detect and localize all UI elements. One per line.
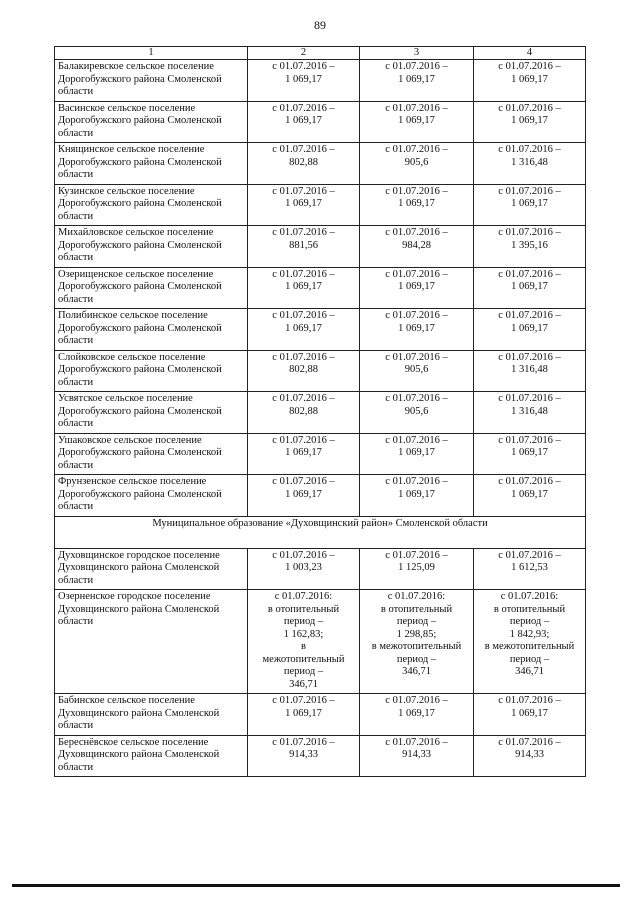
tariff-line: с 01.07.2016 – <box>385 268 448 280</box>
tariff-line: с 01.07.2016 – <box>498 351 561 363</box>
tariff-line: с 01.07.2016 – <box>272 102 335 114</box>
tariff-cell-c3 <box>360 226 474 268</box>
tariff-cell-c3 <box>360 475 474 517</box>
tariff-line: с 01.07.2016 – <box>498 695 561 706</box>
tariff-cell-c3 <box>360 267 474 309</box>
tariff-cell-c4 <box>474 392 586 434</box>
table-row <box>55 60 586 102</box>
tariff-cell-c4 <box>474 350 586 392</box>
tariff-line: 1 069,17 <box>511 707 548 719</box>
tariff-cell-c4 <box>474 267 586 309</box>
tariff-cell-c4 <box>474 143 586 185</box>
tariff-line: 802,88 <box>289 156 318 168</box>
tariff-line: с 01.07.2016 – <box>498 434 561 446</box>
tariff-line: с 01.07.2016 – <box>498 185 561 197</box>
tariff-line: в межотопительный <box>371 641 462 652</box>
tariff-line: 1 316,48 <box>511 405 548 417</box>
tariff-cell-c4 <box>474 433 586 475</box>
tariff-cell-c4 <box>474 694 586 736</box>
tariff-line: 1 069,17 <box>285 322 322 334</box>
tariff-line: 1 069,17 <box>398 322 435 334</box>
tariff-line: с 01.07.2016 – <box>272 185 335 197</box>
settlement-name: Озерненское городское поселение Духовщинского района Смоленской области <box>55 590 248 694</box>
tariff-line: с 01.07.2016 – <box>498 549 561 561</box>
tariff-line: с 01.07.2016 – <box>272 476 335 487</box>
tariff-line: 1 069,17 <box>285 447 322 458</box>
tariff-cell-c4 <box>474 226 586 268</box>
table-row <box>55 735 586 777</box>
tariff-line: с 01.07.2016 – <box>498 476 561 487</box>
bottom-rule <box>12 884 620 887</box>
tariff-cell-c2 <box>248 309 360 351</box>
settlement-name: Фрунзенское сельское поселение Дорогобужского района Смоленской области <box>55 475 248 517</box>
tariff-cell-c2 <box>248 694 360 736</box>
tariff-cell-c2 <box>248 267 360 309</box>
tariff-cell-c4 <box>474 735 586 777</box>
column-header-1: 1 <box>55 47 248 60</box>
tariff-line: в отопительный <box>267 603 340 615</box>
tariff-line: 1 069,17 <box>398 198 435 209</box>
settlement-name: Слойковское сельское поселение Дорогобужского района Смоленской области <box>55 350 248 392</box>
tariff-line: с 01.07.2016 – <box>498 736 561 748</box>
tariff-line: 1 316,48 <box>511 156 548 168</box>
tariff-line: с 01.07.2016 – <box>385 102 448 114</box>
tariff-line: 346,71 <box>289 678 318 690</box>
tariff-line: 914,33 <box>515 749 544 760</box>
tariff-cell-c2 <box>248 226 360 268</box>
page-number: 89 <box>314 18 326 32</box>
tariff-line: 1 298,85; <box>396 628 437 640</box>
tariff-line: с 01.07.2016 – <box>385 144 448 155</box>
tariff-cell-c4 <box>474 60 586 102</box>
tariff-line: с 01.07.2016 – <box>498 310 561 321</box>
tariff-line: с 01.07.2016 – <box>272 434 335 446</box>
tariff-line: с 01.07.2016: <box>274 591 333 602</box>
tariff-cell-c2 <box>248 475 360 517</box>
tariff-line: с 01.07.2016 – <box>272 61 335 72</box>
tariff-line: 1 069,17 <box>285 488 322 500</box>
tariff-cell-c3 <box>360 309 474 351</box>
tariff-line: с 01.07.2016 – <box>385 695 448 706</box>
tariff-line: с 01.07.2016 – <box>498 61 561 72</box>
tariff-line: период – <box>509 616 550 627</box>
tariff-line: с 01.07.2016 – <box>272 736 335 748</box>
tariff-cell-c4 <box>474 184 586 226</box>
tariff-cell-c2 <box>248 735 360 777</box>
tariff-cell-c3 <box>360 101 474 143</box>
tariff-line: 1 395,16 <box>511 239 548 251</box>
table-row <box>55 184 586 226</box>
tariff-line: 802,88 <box>289 364 318 375</box>
section-header-body <box>55 516 586 548</box>
tariff-cell-c4 <box>474 101 586 143</box>
tariff-line: 905,6 <box>404 405 429 417</box>
tariff-line: с 01.07.2016 – <box>385 476 448 487</box>
tariff-line: с 01.07.2016: <box>387 591 446 602</box>
tariff-cell-c2 <box>248 101 360 143</box>
tariff-line: с 01.07.2016 – <box>385 393 448 404</box>
tariff-line: 1 069,17 <box>285 281 322 292</box>
tariff-line: с 01.07.2016 – <box>272 549 335 561</box>
tariff-cell-c2 <box>248 392 360 434</box>
tariff-line: 1 842,93; <box>509 628 550 640</box>
tariff-line: 1 069,17 <box>285 198 322 209</box>
tariff-line: 1 069,17 <box>511 73 548 85</box>
table-row <box>55 226 586 268</box>
settlement-name: Михайловское сельское поселение Дорогобужского района Смоленской области <box>55 226 248 268</box>
tariff-line: 346,71 <box>402 666 431 677</box>
tariff-cell-c3 <box>360 433 474 475</box>
column-header-3: 3 <box>360 47 474 60</box>
tariff-line: с 01.07.2016 – <box>385 185 448 197</box>
settlement-name: Усвятское сельское поселение Дорогобужского района Смоленской области <box>55 392 248 434</box>
settlement-name: Кузинское сельское поселение Дорогобужского района Смоленской области <box>55 184 248 226</box>
tariff-line: с 01.07.2016 – <box>385 227 448 238</box>
table-body-group-2 <box>55 548 586 777</box>
table-row <box>55 694 586 736</box>
tariff-cell-c3 <box>360 735 474 777</box>
table-row <box>55 309 586 351</box>
tariff-cell-c2 <box>248 433 360 475</box>
table-row <box>55 548 586 590</box>
settlement-name: Балакиревское сельское поселение Дорогобужского района Смоленской области <box>55 60 248 102</box>
tariff-line: с 01.07.2016 – <box>498 268 561 280</box>
tariff-line: в <box>301 641 306 652</box>
tariff-line: 1 069,17 <box>398 447 435 458</box>
tariff-line: в отопительный <box>380 603 453 615</box>
tariff-cell-c2 <box>248 60 360 102</box>
tariff-line: с 01.07.2016 – <box>498 393 561 404</box>
tariff-cell-c4 <box>474 590 586 694</box>
table-row <box>55 101 586 143</box>
tariff-cell-c3 <box>360 350 474 392</box>
tariff-line: 1 069,17 <box>398 488 435 500</box>
settlement-name: Полибинское сельское поселение Дорогобужского района Смоленской области <box>55 309 248 351</box>
table-row <box>55 350 586 392</box>
tariff-line: 1 316,48 <box>511 364 548 375</box>
tariff-line: межотопительный <box>262 653 345 665</box>
tariff-line: с 01.07.2016: <box>500 591 559 602</box>
tariff-line: 905,6 <box>404 364 429 375</box>
column-header-2: 2 <box>248 47 360 60</box>
tariff-line: 1 612,53 <box>511 562 548 573</box>
tariff-line: 346,71 <box>515 666 544 677</box>
table-row <box>55 392 586 434</box>
tariff-line: 1 069,17 <box>398 281 435 292</box>
tariff-line: с 01.07.2016 – <box>498 144 561 155</box>
tariff-line: 1 069,17 <box>511 198 548 209</box>
tariff-cell-c3 <box>360 590 474 694</box>
tariff-line: 1 069,17 <box>511 447 548 458</box>
section-header-row <box>55 516 586 548</box>
tariff-line: 1 069,17 <box>398 115 435 126</box>
table-row <box>55 143 586 185</box>
tariff-line: с 01.07.2016 – <box>498 102 561 114</box>
tariff-cell-c4 <box>474 309 586 351</box>
table-row <box>55 590 586 694</box>
tariff-cell-c3 <box>360 143 474 185</box>
tariff-line: 881,56 <box>289 239 318 251</box>
tariff-line: период – <box>509 653 550 665</box>
tariff-cell-c2 <box>248 590 360 694</box>
table-row <box>55 433 586 475</box>
tariff-cell-c2 <box>248 350 360 392</box>
tariff-line: с 01.07.2016 – <box>498 227 561 238</box>
settlement-name: Ушаковское сельское поселение Дорогобужского района Смоленской области <box>55 433 248 475</box>
settlement-name: Духовщинское городское поселение Духовщинского района Смоленской области <box>55 548 248 590</box>
tariff-cell-c2 <box>248 548 360 590</box>
settlement-name: Бабинское сельское поселение Духовщинского района Смоленской области <box>55 694 248 736</box>
tariff-line: с 01.07.2016 – <box>272 351 335 363</box>
tariff-line: с 01.07.2016 – <box>272 268 335 280</box>
tariff-line: период – <box>283 616 324 627</box>
tariff-line: с 01.07.2016 – <box>272 393 335 404</box>
table-row <box>55 267 586 309</box>
tariff-table <box>54 46 586 777</box>
tariff-cell-c3 <box>360 60 474 102</box>
tariff-line: 1 069,17 <box>511 488 548 500</box>
settlement-name: Береснёвское сельское поселение Духовщинского района Смоленской области <box>55 735 248 777</box>
tariff-cell-c3 <box>360 694 474 736</box>
tariff-line: в отопительный <box>493 603 566 615</box>
tariff-cell-c3 <box>360 392 474 434</box>
tariff-line: 905,6 <box>404 156 429 168</box>
tariff-line: 802,88 <box>289 405 318 417</box>
table-row <box>55 475 586 517</box>
tariff-line: 984,28 <box>402 239 431 251</box>
tariff-line: 914,33 <box>402 749 431 760</box>
tariff-line: период – <box>396 653 437 665</box>
tariff-cell-c4 <box>474 475 586 517</box>
tariff-line: с 01.07.2016 – <box>385 310 448 321</box>
table-body-group-1 <box>55 60 586 517</box>
tariff-cell-c2 <box>248 184 360 226</box>
tariff-line: 1 069,17 <box>285 73 322 85</box>
tariff-cell-c4 <box>474 548 586 590</box>
tariff-line: с 01.07.2016 – <box>385 736 448 748</box>
tariff-line: 1 069,17 <box>511 115 548 126</box>
tariff-cell-c3 <box>360 548 474 590</box>
tariff-line: 1 069,17 <box>398 73 435 85</box>
tariff-line: с 01.07.2016 – <box>272 227 335 238</box>
tariff-line: 1 069,17 <box>398 707 435 719</box>
settlement-name: Озерищенское сельское поселение Дорогобужского района Смоленской области <box>55 267 248 309</box>
tariff-line: 1 162,83; <box>283 628 324 640</box>
tariff-cell-c3 <box>360 184 474 226</box>
tariff-line: с 01.07.2016 – <box>385 434 448 446</box>
tariff-line: 1 069,17 <box>511 281 548 292</box>
settlement-name: Княщинское сельское поселение Дорогобужского района Смоленской области <box>55 143 248 185</box>
tariff-line: 914,33 <box>289 749 318 760</box>
tariff-line: в межотопительный <box>484 641 575 652</box>
tariff-line: период – <box>283 666 324 677</box>
tariff-line: 1 069,17 <box>511 322 548 334</box>
table-header-row <box>55 47 586 60</box>
tariff-line: 1 125,09 <box>398 562 435 573</box>
tariff-line: с 01.07.2016 – <box>385 351 448 363</box>
tariff-line: с 01.07.2016 – <box>272 695 335 706</box>
tariff-line: 1 003,23 <box>285 562 322 573</box>
settlement-name: Васинское сельское поселение Дорогобужского района Смоленской области <box>55 101 248 143</box>
tariff-line: с 01.07.2016 – <box>272 144 335 155</box>
column-header-4: 4 <box>474 47 586 60</box>
tariff-line: 1 069,17 <box>285 115 322 126</box>
tariff-line: 1 069,17 <box>285 707 322 719</box>
tariff-line: с 01.07.2016 – <box>272 310 335 321</box>
tariff-line: с 01.07.2016 – <box>385 61 448 72</box>
section-title: Муниципальное образование «Духовщинский район» Смоленской области <box>55 516 586 548</box>
tariff-cell-c2 <box>248 143 360 185</box>
tariff-line: с 01.07.2016 – <box>385 549 448 561</box>
tariff-line: период – <box>396 616 437 627</box>
